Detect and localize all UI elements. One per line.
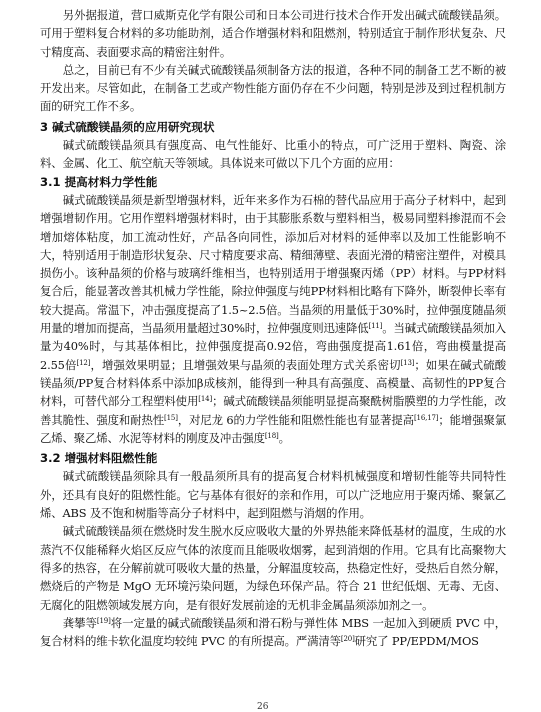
text-segment: ，增强效果明显；且增强效果与晶须的表面处理方式关系密切 [90,357,401,372]
section-3-2-paragraph-1: 碱式硫酸镁晶须除具有一般晶须所具有的提高复合材料机械强度和增韧性能等共同特性外，还具有良好的阻燃性能。它与基体有很好的亲和作用，可以广泛地应用于聚丙烯、聚氯乙烯、ABS 及不饱和树脂等高分子材料中，起到阻燃与消烟的作用。 [40,469,506,521]
citation: [15] [164,413,178,422]
citation: [12] [76,358,91,367]
text-segment: 。 [278,430,290,445]
section-3-1-paragraph [40,191,506,447]
section-3-2-heading: 3.2 增强材料阻燃性能 [40,451,158,466]
citation: [11] [368,322,383,331]
section-3-heading: 3 碱式硫酸镁晶须的应用研究现状 [40,119,215,134]
text-segment: 龚攀等 [62,615,97,630]
text-segment: 研究了 PP/EPDM/MOS [354,634,479,649]
section-3-1-heading: 3.1 提高材料力学性能 [40,174,158,189]
citation: [14] [198,395,213,404]
text-segment: ；碱式硫酸镁晶须能明显提高聚酰树脂膜塑的力学性能，改善其脆性、强度和耐热性 [40,394,506,427]
document-page [40,6,506,650]
text-segment: ；如果在碱式硫酸镁晶须/PP复合材料体系中添加β成核剂，能得到一种具有高强度、高模量、高韧性的PP复合材料，可替代部分工程塑料使用 [40,357,507,409]
text-segment: ，对尼龙 6的力学性能和阻燃性能也有显著提高 [177,412,414,427]
section-3-2-paragraph-2: 碱式硫酸镁晶须在燃烧时发生脱水反应吸收大量的外界热能来降低基材的温度，生成的水蒸汽不仅能稀释火焰区反应气体的浓度而且能吸收烟雾，起到消烟的作用。它具有比高聚物大得多的热容，在分解前就可吸收大量的热量，分解温度较高，热稳定性好，受热后自然分解，燃烧后的产物是 MgO 无环境污染问题，为绿色环保产品。符合 21 世纪低烟、无毒、无卤、无腐化的阻燃领域发展方向，是有很好发展前途的无机非金属晶须添加剂之一。 [40,524,506,612]
text-segment: ；能增强聚氯乙烯、聚乙烯、水泥等材料的刚度及冲击强度 [40,412,506,445]
citation: [19] [96,616,111,625]
text-segment: 将一定量的碱式硫酸镁晶须和滑石粉与弹性体 MBS 一起加入到硬质 PVC 中，复合材料的维卡软化温度均较纯 PVC 的有所提高。严满清等 [40,615,507,649]
section-3-2-paragraph-3 [40,614,506,651]
intro-paragraph-2: 总之，目前已有不少有关碱式硫酸镁晶须制备方法的报道，各种不同的制备工艺不断的被开发出来。尽管如此，在制备工艺或产物性能方面仍存在不少问题，特别是涉及到过程机制方面的研究工作不多。 [40,62,506,114]
intro-paragraph-1: 另外据报道，营口威斯克化学有限公司和日本公司进行技术合作开发出碱式硫酸镁晶须。可用于塑料复合材料的多功能助剂，适合作增强材料和阻燃剂，特别适宜于制作形状复杂、尺寸精度高、表面要求高的精密注射件。 [40,8,506,59]
text-segment: 。当碱式硫酸镁晶须加入量为40%时，与其基体相比，拉伸强度提高0.92倍，弯曲强度提高1.61倍，弯曲模量提高2.55倍 [40,321,506,372]
text-segment: 碱式硫酸镁晶须是新型增强材料，近年来多作为石棉的替代品应用于高分子材料中，起到增强增韧作用。它用作塑料增强材料时，由于其膨胀系数与塑料相当，极易同塑料掺混而不会增加熔体粘度，加工流动性好，产品各向同性，添加后对材料的延伸率以及加工性能影响不大，特别适用于制造形状复杂、尺寸精度要求高、精细薄壁、表面光滑的精密注塑件，对模具损伤小。该种晶须的价格与玻璃纤维相当，也特别适用于增强聚丙烯（PP）材料。与PP材料复合后，能显著改善其机械力学性能，除拉伸强度与纯PP材料相比略有下降外，断裂伸长率有较大提高。常温下，冲击强度提高了1.5~2.5倍。当晶须的用量低于30%时，拉伸强度随晶须用量的增加而提高，当晶须用量超过30%时，拉伸强度则迅速降低 [40,192,506,336]
citation: [16,17] [413,413,439,422]
citation: [18] [264,431,279,440]
citation: [13] [400,358,415,367]
page-number: 26 [257,702,269,712]
citation: [20] [340,635,355,644]
section-3-intro: 碱式硫酸镁晶须具有强度高、电气性能好、比重小的特点，可广泛用于塑料、陶瓷、涂料、金属、化工、航空航天等领域。具体说来可做以下几个方面的应用： [40,138,506,171]
